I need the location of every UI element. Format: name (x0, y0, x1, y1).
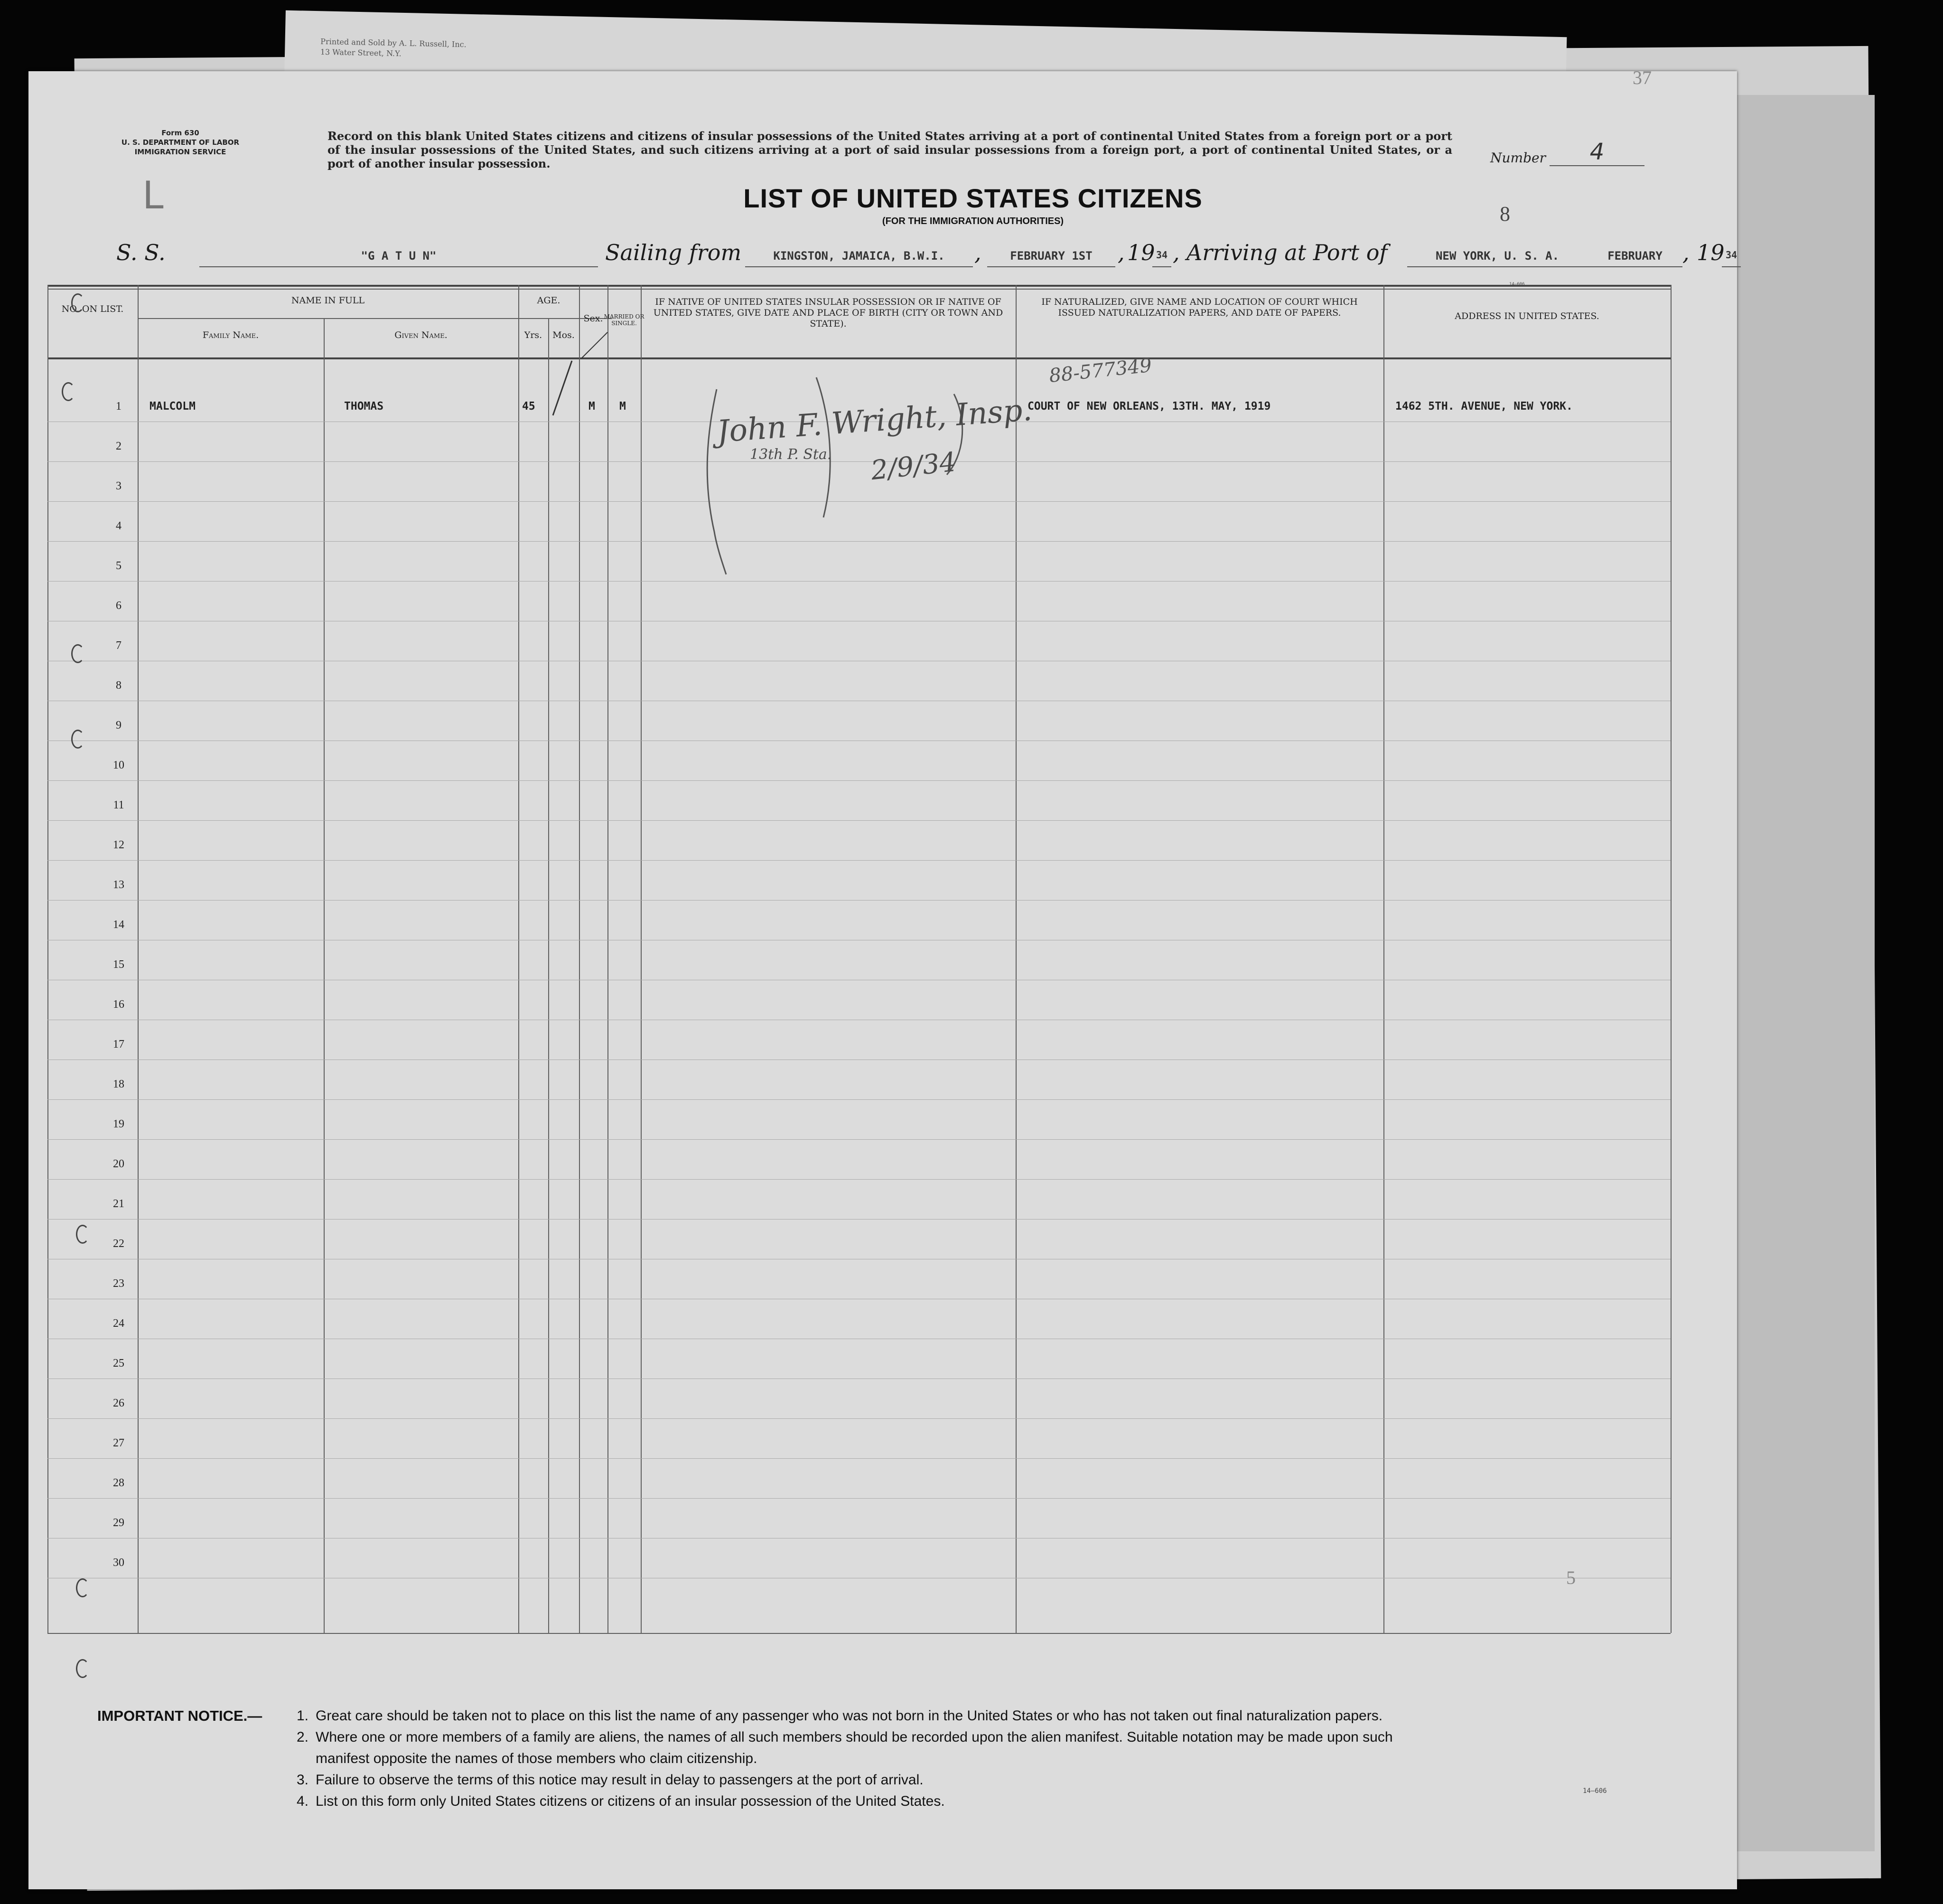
notice-item-number: 1. (297, 1708, 309, 1724)
printer-note: Printed and Sold by A. L. Russell, Inc. 13 Water Street, N.Y. (320, 37, 467, 58)
punch-hole (62, 382, 75, 401)
row-rule (47, 1139, 1671, 1140)
punch-hole (71, 293, 84, 312)
row-rule (47, 780, 1671, 781)
row-number: 18 (113, 1078, 124, 1090)
row-number: 1 (116, 400, 121, 413)
col-no-header: NO. ON LIST. (61, 304, 124, 314)
signature-name: John F. Wright, Insp. (716, 392, 1034, 450)
signature-date: 2/9/34 (869, 446, 958, 487)
col-mos-header: Mos. (552, 330, 575, 340)
form-identifier (95, 128, 266, 157)
notice-heading: IMPORTANT NOTICE.— (97, 1707, 262, 1724)
row-rule (47, 1418, 1671, 1419)
col-name-header: NAME IN FULL (291, 295, 365, 306)
row-1-sex: M (589, 400, 595, 413)
row-number: 8 (116, 679, 121, 692)
row-rule (47, 1179, 1671, 1180)
row-number: 25 (113, 1357, 124, 1369)
notice-item-text: Failure to observe the terms of this notice may result in delay to passengers at the port of arrival. (316, 1772, 924, 1788)
sex-header-slash (581, 332, 607, 358)
row-1-address: 1462 5TH. AVENUE, NEW YORK. (1395, 400, 1573, 413)
notice-item-number: 3. (297, 1772, 309, 1788)
notice-item-number: 2. (297, 1729, 309, 1745)
row-1-naturalization-certificate: 88-577349 (1048, 354, 1153, 387)
col-given-name-header: Given Name. (394, 330, 448, 340)
row-number: 23 (113, 1277, 124, 1290)
col-address-header: ADDRESS IN UNITED STATES. (1455, 311, 1599, 321)
row-number: 9 (116, 719, 121, 732)
sailing-label: Sailing from (605, 240, 742, 265)
sailing-from: KINGSTON, JAMAICA, B.W.I. (745, 249, 973, 267)
punch-hole (76, 1225, 89, 1244)
notice-item (297, 1791, 1663, 1812)
row-rule (47, 1099, 1671, 1100)
punch-hole (76, 1578, 89, 1597)
service: IMMIGRATION SERVICE (134, 148, 226, 156)
row-number: 20 (113, 1158, 124, 1170)
arriving-label: Arriving at Port of (1186, 240, 1388, 265)
col-yrs-header: Yrs. (524, 330, 542, 340)
top-right-mark: 37 (1633, 67, 1652, 88)
row-number: 26 (113, 1397, 124, 1409)
punch-hole (71, 730, 84, 749)
signature-station: 13th P. Sta. (750, 446, 832, 463)
notice-item (297, 1769, 1663, 1791)
notice-item-text: List on this form only United States citizens or citizens of an insular possession of the United States. (316, 1793, 945, 1809)
row-number: 30 (113, 1557, 124, 1569)
form-code-bottom: 14—606 (1583, 1787, 1607, 1795)
row-rule (47, 1498, 1671, 1499)
row-number: 11 (113, 799, 124, 811)
row-number: 4 (116, 520, 121, 532)
notice-item-text: Great care should be taken not to place on this list the name of any passenger who was not born in the United States or who has not taken out final naturalization papers. (316, 1708, 1383, 1724)
col-age-header: AGE. (537, 295, 560, 306)
row-number: 6 (116, 600, 121, 612)
row-number: 16 (113, 998, 124, 1011)
arriving-date: FEBRUARY (1588, 249, 1682, 267)
inspector-signature (688, 375, 1034, 589)
row-number: 17 (113, 1038, 124, 1050)
row-1-naturalized: COURT OF NEW ORLEANS, 13TH. MAY, 1919 (1028, 400, 1271, 413)
row-number: 22 (113, 1238, 124, 1250)
punch-hole (76, 1659, 89, 1678)
form-code-top: 14—606 (1509, 282, 1525, 287)
passenger-table (47, 285, 1671, 1633)
row-number: 27 (113, 1437, 124, 1449)
stamp-number: 8 (1500, 202, 1510, 225)
col-married-header: MARRIED OR SINGLE. (604, 313, 645, 327)
row-number: 3 (116, 480, 121, 492)
document-subtitle: (FOR THE IMMIGRATION AUTHORITIES) (882, 216, 1064, 226)
page-mark: 5 (1566, 1567, 1576, 1588)
check-strokes (47, 285, 645, 427)
row-1-family-name: MALCOLM (149, 400, 196, 413)
ship-name: "G A T U N" (199, 249, 598, 267)
row-number: 14 (113, 919, 124, 931)
ss-label: S. S. (116, 240, 166, 265)
row-number: 2 (116, 440, 121, 452)
instructions-text: Record on this blank United States citizens and citizens of insular possessions of the United States arriving at a port of continental United States from a foreign port or a port of the insular possessions of the United States, and such citizens arriving at a port of said insular possessions from a foreign port, a port of continental United States, or a port of another insular possession. (327, 129, 1452, 170)
voyage-line: S. S. "G A T U N" Sailing from KINGSTON, JAMAICA, B.W.I. , FEBRUARY 1ST , 19 34 , Arriving at Port of NEW YORK, U. S. A. FEBRUARY , 19 34 (116, 240, 1682, 273)
row-number: 10 (113, 759, 124, 771)
row-rule (47, 860, 1671, 861)
sailing-date: FEBRUARY 1ST (987, 249, 1115, 267)
notice-item-text: Where one or more members of a family are aliens, the names of all such members should be recorded upon the alien manifest. Suitable notation may be made upon such (316, 1729, 1393, 1745)
row-number: 28 (113, 1477, 124, 1489)
row-number: 12 (113, 839, 124, 851)
sailing-year: 34 (1152, 249, 1171, 267)
notice-item-number: 4. (297, 1793, 309, 1809)
row-1-given-name: THOMAS (344, 400, 384, 413)
row-number: 24 (113, 1317, 124, 1330)
row-number: 21 (113, 1198, 124, 1210)
list-number-value: 4 (1550, 139, 1644, 166)
notice-item (297, 1748, 1663, 1769)
row-number: 7 (116, 639, 121, 652)
row-number: 19 (113, 1118, 124, 1130)
sailing-year-prefix: 19 (1127, 240, 1155, 265)
notice-item (297, 1705, 1663, 1726)
row-rule (47, 1458, 1671, 1459)
row-number: 29 (113, 1517, 124, 1529)
row-number: 5 (116, 560, 121, 572)
punch-hole (71, 644, 84, 663)
arriving-port: NEW YORK, U. S. A. (1407, 249, 1588, 267)
col-naturalized-header: IF NATURALIZED, GIVE NAME AND LOCATION OF COURT WHICH ISSUED NATURALIZATION PAPERS, AND DATE OF PAPERS. (1041, 297, 1358, 318)
row-rule (47, 820, 1671, 821)
row-number: 13 (113, 879, 124, 891)
notice-item-text: manifest opposite the names of those members who claim citizenship. (316, 1751, 757, 1766)
handwritten-mark: L (142, 173, 164, 217)
col-sex-header: Sex. (583, 313, 603, 324)
document-title: LIST OF UNITED STATES CITIZENS (743, 183, 1203, 213)
col-family-name-header: Family Name. (202, 330, 259, 340)
notice-item (297, 1726, 1663, 1748)
form-number: Form 630 (161, 129, 199, 137)
arriving-year-prefix: 19 (1697, 240, 1725, 265)
row-number: 15 (113, 958, 124, 971)
col-native-header: IF NATIVE OF UNITED STATES INSULAR POSSESSION OR IF NATIVE OF UNITED STATES, GIVE DATE AND PLACE OF BIRTH (CITY OR TOWN AND STATE). (653, 297, 1003, 329)
arriving-year: 34 (1722, 249, 1741, 267)
row-1-age-yrs: 45 (522, 400, 535, 413)
department: U. S. DEPARTMENT OF LABOR (121, 138, 240, 147)
age-slash (553, 361, 572, 415)
row-1-married: M (619, 400, 626, 413)
list-number-label: Number (1490, 150, 1546, 166)
